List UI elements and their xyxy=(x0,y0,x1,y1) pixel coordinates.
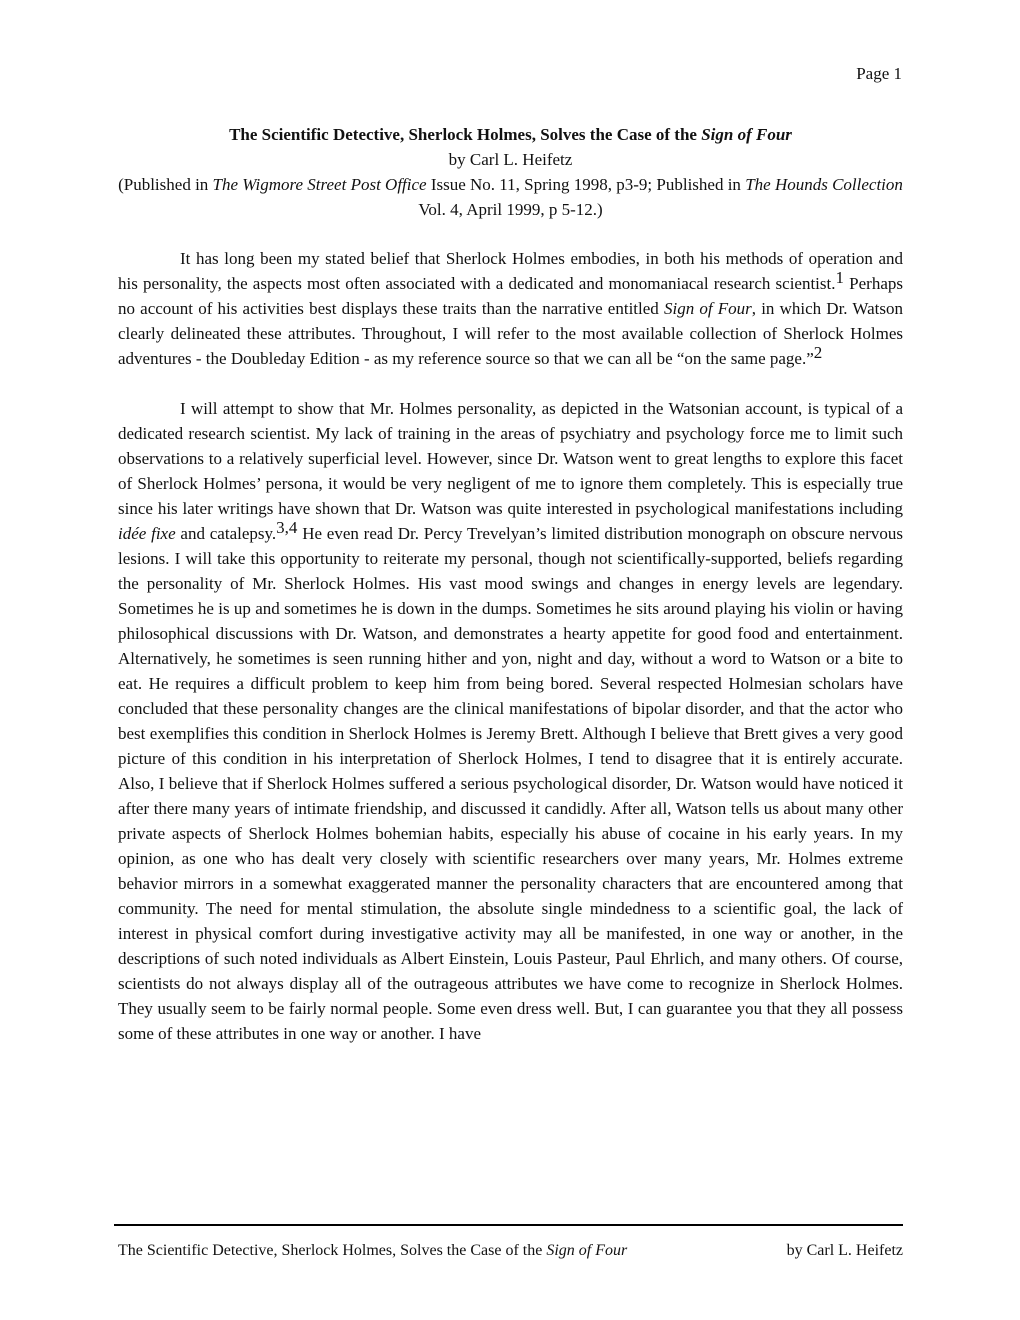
paragraph-2 xyxy=(118,396,903,1046)
footnote-ref-3-4: 3,4 xyxy=(276,518,298,537)
footer-title-italic: Sign of Four xyxy=(546,1242,628,1259)
article-title xyxy=(118,122,903,147)
byline: by Carl L. Heifetz xyxy=(448,150,573,169)
paragraph-2-text-a: I will attempt to show that Mr. Holmes personality, as depicted in the Watsonian account, is typical of a dedicated research scientist. My lack of training in the areas of psychiatry and psychology force me to limit such observations to a relatively superficial level. However, since Dr. Watson went to great lengths to explore this facet of Sherlock Holmes’ persona, it would be very negligent of me to ignore them completely. This is especially true since his later writings have shown that Dr. Watson was quite interested in psychological manifestations including xyxy=(118,399,903,518)
footer-divider xyxy=(114,1224,903,1226)
publication-mid: Issue No. 11, Spring 1998, p3-9; Published in xyxy=(426,175,746,194)
journal-name-2: The Hounds Collection xyxy=(745,175,903,194)
paragraph-1-text-a: It has long been my stated belief that Sherlock Holmes embodies, in both his methods of operation and his personality, the aspects most often associated with a dedicated and monomaniacal research scientist. xyxy=(118,249,903,293)
paragraph-1-italic: Sign of Four xyxy=(663,299,752,318)
page-footer xyxy=(118,1241,903,1261)
publication-open: (Published in xyxy=(118,175,213,194)
article-title-italic: Sign of Four xyxy=(701,125,792,144)
paragraph-1-text-b: Perhaps no account of his activities best displays these traits than the narrative entitled xyxy=(118,274,903,318)
paragraph-1-text-c: , in which Dr. Watson clearly delineated these attributes. Throughout, I will refer to the most available collection of Sherlock Holmes adventures - the Doubleday Edition - as my reference source so that we can all be “on the same page.” xyxy=(118,299,903,368)
footer-title-text: The Scientific Detective, Sherlock Holmes, Solves the Case of the xyxy=(118,1242,547,1259)
page-number: Page 1 xyxy=(856,64,902,83)
publication-info xyxy=(118,172,903,222)
journal-name-1: The Wigmore Street Post Office xyxy=(212,175,427,194)
publication-close: Vol. 4, April 1999, p 5-12.) xyxy=(418,200,603,219)
footnote-ref-1: 1 xyxy=(835,268,844,287)
paragraph-2-italic: idée fixe xyxy=(118,524,176,543)
footnote-ref-2: 2 xyxy=(813,343,823,362)
paragraph-2-text-b: and catalepsy. xyxy=(175,524,277,543)
paragraph-1 xyxy=(118,246,903,371)
footer-author: by Carl L. Heifetz xyxy=(786,1242,903,1259)
footer-title xyxy=(118,1241,627,1261)
paragraph-2-text-c: He even read Dr. Percy Trevelyan’s limited distribution monograph on obscure nervous lesions. I will take this opportunity to reiterate my personal, though not scientifically-supported, beliefs regarding the personality of Mr. Sherlock Holmes. His vast mood swings and changes in energy levels are legendary. Sometimes he is up and sometimes he is down in the dumps. Sometimes he sits around playing his violin or having philosophical discussions with Dr. Watson, and demonstrates a hearty appetite for good food and entertainment. Alternatively, he sometimes is seen running hither and yon, night and day, without a word to Watson or a bite to eat. He requires a difficult problem to keep him from being bored. Several respected Holmesian scholars have concluded that these personality changes are the clinical manifestations of bipolar disorder, and that the actor who best exemplifies this condition in Sherlock Holmes is Jeremy Brett. Although I believe that Brett gives a very good picture of this condition in his interpretation of Sherlock Holmes, I tend to disagree that it is entirely accurate. Also, I believe that if Sherlock Holmes suffered a serious psychological disorder, Dr. Watson would have noticed it after there many years of intimate friendship, and discussed it candidly. After all, Watson tells us about many other private aspects of Sherlock Holmes bohemian habits, especially his abuse of cocaine in his early years. In my opinion, as one who has dealt very closely with scientific researchers over many years, Mr. Holmes extreme behavior mirrors in a somewhat exaggerated manner the personality characters that are encountered among that community. The need for mental stimulation, the absolute single mindedness to a scientific goal, the lack of interest in physical comfort during investigative activity may all be manifested, in one way or another, in the descriptions of such noted individuals as Albert Einstein, Louis Pasteur, Paul Ehrlich, and many others. Of course, scientists do not always display all of the outrageous attributes we have come to recognize in Sherlock Holmes. They usually seem to be fairly normal people. Some even dress well. But, I can guarantee you that they all possess some of these attributes in one way or another. I have xyxy=(118,524,903,1043)
article-title-text: The Scientific Detective, Sherlock Holmes, Solves the Case of the xyxy=(229,125,702,144)
body-text xyxy=(118,246,903,1071)
title-block xyxy=(118,122,903,222)
